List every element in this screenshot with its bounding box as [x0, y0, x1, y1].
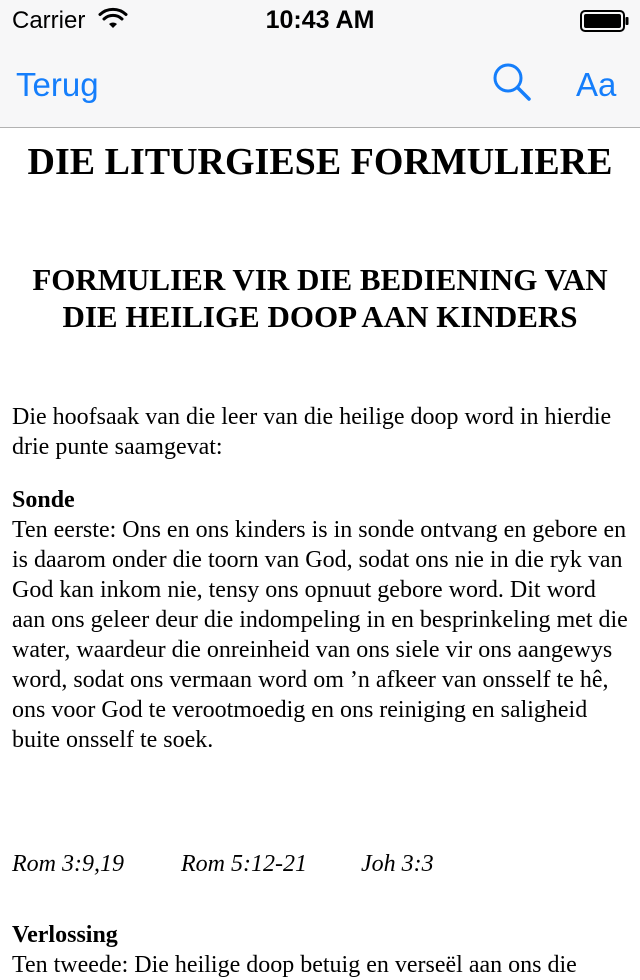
navigation-bar [0, 40, 640, 128]
document-subtitle: FORMULIER VIR DIE BEDIENING VAN DIE HEILIGE DOOP AAN KINDERS [32, 262, 608, 334]
intro-paragraph: Die hoofsaak van die leer van die heilige doop word in hierdie drie punte saamgevat: [12, 404, 612, 460]
scripture-reference[interactable]: Joh 3:3 [361, 851, 434, 877]
back-button[interactable]: Terug [16, 66, 99, 103]
section-heading-sonde: Sonde [12, 487, 75, 513]
section-text-sonde: Ten eerste: Ons en ons kinders is in sonde ontvang en gebore en is daarom onder die toorn van God, sodat ons nie in die ryk van God kan inkom nie, tensy ons opnuut gebore word. Dit word aan ons geleer deur die indompeling in en besprinkeling met die water, waardeur die onreinheid van ons siele vir ons aangewys word, sodat ons vermaan word om ’n afkeer van onsself te hê, ons voor God te verootmoedig en ons reiniging en saligheid buite onsself te soek. [12, 517, 628, 753]
section-text-verlossing: Ten tweede: Die heilige doop betuig en verseël aan ons die [12, 952, 577, 978]
clock: 10:43 AM [265, 6, 375, 34]
section-heading-verlossing: Verlossing [12, 922, 118, 948]
document-view[interactable] [0, 129, 640, 978]
scripture-reference[interactable]: Rom 3:9,19 [12, 851, 124, 877]
status-bar [0, 0, 640, 40]
document-title: DIE LITURGIESE FORMULIERE [27, 141, 613, 183]
carrier-label: Carrier [12, 7, 86, 34]
font-size-button[interactable]: Aa [576, 66, 617, 103]
search-icon[interactable] [492, 62, 532, 102]
scripture-reference[interactable]: Rom 5:12-21 [181, 851, 307, 877]
battery-icon [580, 10, 630, 32]
